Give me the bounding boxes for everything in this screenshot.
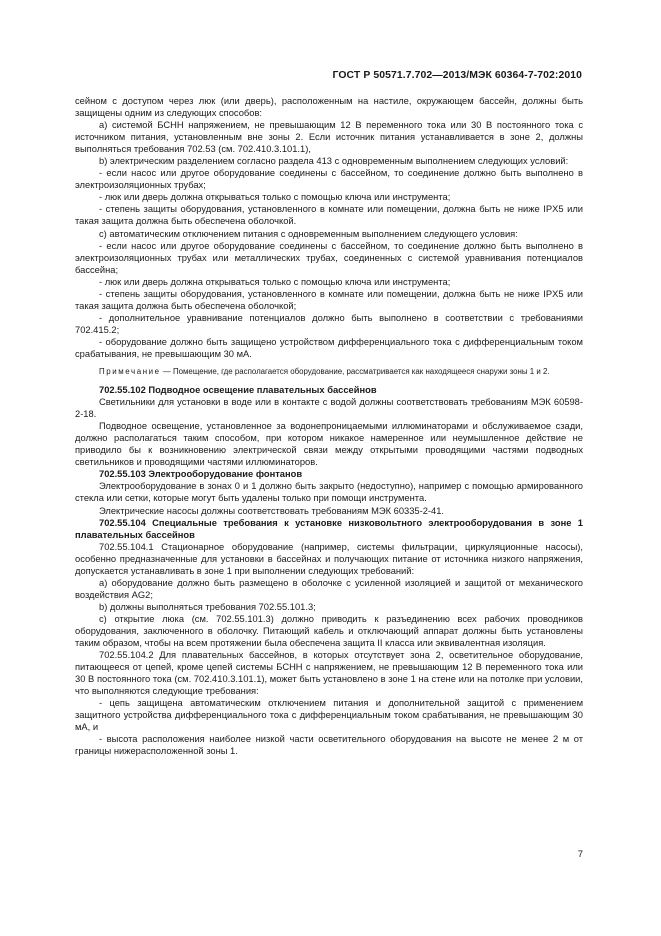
paragraph: с) автоматическим отключением питания с одновременным выполнением следующего условия: (99, 228, 518, 239)
section-heading: 702.55.103 Электрооборудование фонтанов (99, 469, 303, 480)
list-item: - степень защиты оборудования, установленного в комнате или помещении, должна быть не ниже IPX5 или такая защита должна быть обеспечена оболочкой. (75, 204, 583, 227)
list-item: - дополнительное уравнивание потенциалов должно быть выполнено в соответствии с требованиями 702.415.2; (75, 312, 583, 335)
list-item: - цепь защищена автоматическим отключением питания и дополнительной защитой с применением защитного устройства дифференциального тока с дифференциальным током срабатывания, не превышающим 30 мА, и (75, 698, 583, 733)
list-item: - оборудование должно быть защищено устройством дифференциального тока с дифференциальным током срабатывания, не превышающим 30 мА. (75, 336, 583, 359)
paragraph: Электрооборудование в зонах 0 и 1 должно быть закрыто (недоступно), например с помощью армированного стекла или сетки, которые могут быть удалены только при помощи инструмента. (75, 481, 583, 504)
list-item: - высота расположения наиболее низкой части осветительного оборудования на высоте не менее 2 м от границы нижерасположенной зоны 1. (75, 734, 583, 757)
list-item: - люк или дверь должна открываться только с помощью ключа или инструмента; (99, 276, 451, 287)
list-item: - степень защиты оборудования, установленного в комнате или помещении, должна быть не ниже IPX5 или такая защита должна быть обеспечена оболочкой; (75, 288, 583, 311)
list-item: а) оборудование должно быть размещено в оболочке с усиленной изоляцией и защитой от механического воздействия AG2; (75, 577, 583, 600)
paragraph: 702.55.104.1 Стационарное оборудование (например, системы фильтрации, циркуляционные насосы), особенно предназначенные для установки в бассейнах и получающих питание от источника низкого напряжения, допускается устанавливать в зоне 1 при выполнении следующих требований: (75, 541, 583, 576)
section-heading: 702.55.104 Специальные требования к установке низковольтного электрооборудования в зоне 1 плавательных бассейнов (75, 517, 583, 540)
paragraph: Светильники для установки в воде или в контакте с водой должны соответствовать требованиям МЭК 60598-2-18. (75, 397, 583, 420)
list-item: с) открытие люка (см. 702.55.101.3) должно приводить к разъединению всех рабочих проводников оборудования, заключенного в оболочку. Питающий кабель и отключающий аппарат должны быть установлены таким образом, чтобы на всем протяжении была обеспечена защита II класса или эквивалентная изоляция. (75, 613, 583, 649)
paragraph: Подводное освещение, установленное за водонепроницаемыми иллюминаторами и обслуживаемое сзади, должно располагаться таким способом, при котором никакое намеренное или неумышленное действие не приводило бы к возникновению электрической связи между открытыми проводящими частями подводных светильников и проводящими частями иллюминаторов. (75, 421, 583, 468)
paragraph: b) электрическим разделением согласно раздела 413 с одновременным выполнением следующих условий: (99, 156, 569, 167)
paragraph: Электрические насосы должны соответствовать требованиям МЭК 60335-2-41. (99, 505, 445, 516)
list-item: - люк или дверь должна открываться только с помощью ключа или инструмента; (99, 192, 451, 203)
note (75, 366, 583, 377)
paragraph: сейном с доступом через люк (или дверь), расположенным на настиле, окружающем бассейн, должны быть защищены одним из следующих способов: (75, 96, 583, 119)
list-item: b) должны выполняться требования 702.55.101.3; (99, 601, 316, 612)
paragraph: а) системой БСНН напряжением, не превышающим 12 В переменного тока или 30 В постоянного тока с источником питания, установленным вне зоны 2. Если источник питания устанавливается в зоне 2, должны выполняться требования 702.53 (см. 702.410.3.101.1), (75, 120, 583, 155)
note-label: Примечание (99, 367, 161, 377)
note-text: — Помещение, где располагается оборудование, рассматривается как находящееся снаружи зоны 1 и 2. (160, 367, 550, 377)
document-header: ГОСТ Р 50571.7.702—2013/МЭК 60364-7-702:2010 (332, 70, 582, 81)
list-item: - если насос или другое оборудование соединены с бассейном, то соединение должно быть выполнено в электроизоляционных трубах или металлических трубах, соединенных с системой уравнивания потенциалов бассейна; (75, 240, 583, 275)
list-item: - если насос или другое оборудование соединены с бассейном, то соединение должно быть выполнено в электроизоляционных трубах; (75, 168, 583, 191)
section-heading: 702.55.102 Подводное освещение плавательных бассейнов (99, 385, 377, 396)
page-number: 7 (577, 849, 583, 860)
paragraph: 702.55.104.2 Для плавательных бассейнов, в которых отсутствует зона 2, осветительное оборудование, питающееся от цепей, кроме цепей системы БСНН с напряжением, не превышающим 12 В переменного тока или 30 В постоянного тока (см. 702.410.3.101.1), может быть установлено в зоне 1 на стене или на потолке при условии, что выполняются следующие требования: (75, 650, 583, 697)
document-body (75, 95, 583, 757)
